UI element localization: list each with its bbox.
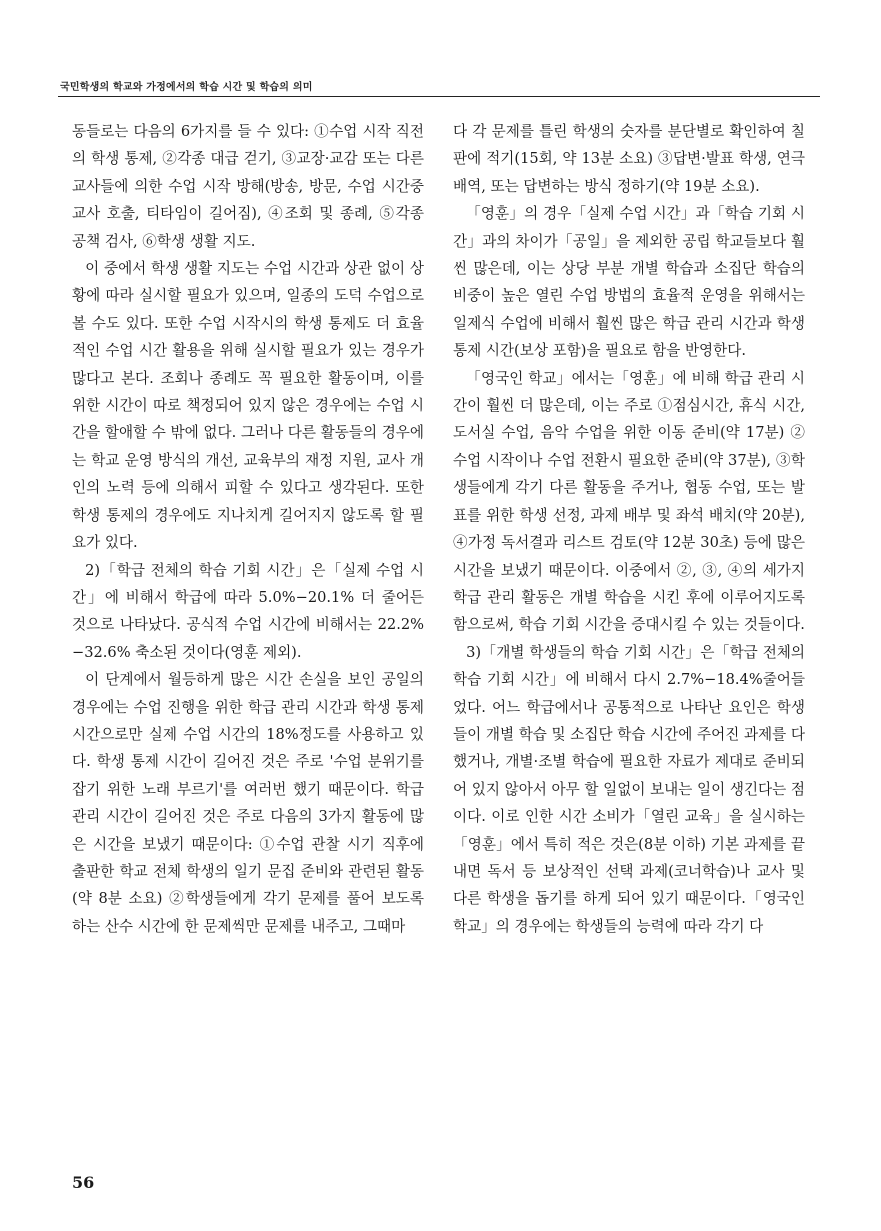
paragraph: 동들로는 다음의 6가지를 들 수 있다: ①수업 시작 직전의 학생 통제, ②각종 대급 걷기, ③교장·교감 또는 다른 교사들에 의한 수업 시작 방해(방송, 방문, 수업 시간중 교사 호출, 티타임이 길어짐), ④조회 및 종례, ⑤각종 공책 검사, ⑥학생 생활 지도.: [72, 123, 424, 250]
left-column: [72, 118, 424, 940]
running-header: 국민학생의 학교와 가정에서의 학습 시간 및 학습의 의미: [60, 82, 313, 93]
paragraph: 이 단계에서 월등하게 많은 시간 손실을 보인 공일의 경우에는 수업 진행을 위한 학급 관리 시간과 학생 통제 시간으로만 실제 수업 시간의 18%정도를 사용하고 있다. 학생 통제 시간이 길어진 것은 주로 '수업 분위기를 잡기 위한 노래 부르기'를 여러번 했기 때문이다. 학급 관리 시간이 길어진 것은 주로 다음의 3가지 활동에 많은 시간을 보냈기 때문이다: ①수업 관찰 시기 직후에 출판한 학교 전체 학생의 일기 문집 준비와 관련된 활동(약 8분 소요) ②학생들에게 각기 문제를 풀어 보도록 하는 산수 시간에 한 문제씩만 문제를 내주고, 그때마: [72, 671, 424, 935]
paragraph: 「영국인 학교」에서는「영훈」에 비해 학급 관리 시간이 훨씬 더 많은데, 이는 주로 ①점심시간, 휴식 시간, 도서실 수업, 음악 수업을 위한 이동 준비(약 17분) ②수업 시작이나 수업 전환시 필요한 준비(약 37분), ③학생들에게 각기 다른 활동을 주거나, 협동 수업, 또는 발표를 위한 학생 선정, 과제 배부 및 좌석 배치(약 20분), ④가정 독서결과 리스트 검토(약 12분 30초) 등에 많은 시간을 보냈기 때문이다. 이중에서 ②, ③, ④의 세가지 학급 관리 활동은 개별 학습을 시킨 후에 이루어지도록 함으로써, 학습 기회 시간을 증대시킬 수 있는 것들이다.: [453, 369, 805, 634]
paragraph: 이 중에서 학생 생활 지도는 수업 시간과 상관 없이 상황에 따라 실시할 필요가 있으며, 일종의 도덕 수업으로 볼 수도 있다. 또한 수업 시작시의 학생 통제도 더 효율적인 수업 시간 활용을 위해 실시할 필요가 있는 경우가 많다고 본다. 조회나 종례도 꼭 필요한 활동이며, 이를 위한 시간이 따로 책정되어 있지 않은 경우에는 수업 시간을 할애할 수 밖에 없다. 그러나 다른 활동들의 경우에는 학교 운영 방식의 개선, 교육부의 재정 지원, 교사 개인의 노력 등에 의해서 피할 수 있다고 생각된다. 또한 학생 통제의 경우에도 지나치게 길어지지 않도록 할 필요가 있다.: [72, 260, 424, 552]
paragraph: 「영훈」의 경우「실제 수업 시간」과「학습 기회 시간」과의 차이가「공일」을 제외한 공립 학교들보다 훨씬 많은데, 이는 상당 부분 개별 학습과 소집단 학습의 비중이 높은 열린 수업 방법의 효율적 운영을 위해서는 일제식 수업에 비해서 훨씬 많은 학급 관리 시간과 학생 통제 시간(보상 포함)을 필요로 함을 반영한다.: [453, 205, 805, 360]
paragraph: 다 각 문제를 틀린 학생의 숫자를 분단별로 확인하여 칠판에 적기(15회, 약 13분 소요) ③답변·발표 학생, 연극 배역, 또는 답변하는 방식 정하기(약 19분 소요).: [453, 123, 805, 195]
paragraph: 2)「학급 전체의 학습 기회 시간」은「실제 수업 시간」에 비해서 학급에 따라 5.0%−20.1% 더 줄어든 것으로 나타났다. 공식적 수업 시간에 비해서는 22.2%−32.6% 축소된 것이다(영훈 제외).: [72, 561, 424, 661]
header-rule: [58, 96, 820, 97]
page-number: 56: [72, 1173, 95, 1192]
right-column: [453, 118, 805, 940]
paragraph: 3)「개별 학생들의 학습 기회 시간」은「학급 전체의 학습 기회 시간」에 비해서 다시 2.7%−18.4%줄어들었다. 어느 학급에서나 공통적으로 나타난 요인은 학생들이 개별 학습 및 소집단 학습 시간에 주어진 과제를 다 했거나, 개별·조별 학습에 필요한 자료가 제대로 준비되어 있지 않아서 아무 할 일없이 보내는 일이 생긴다는 점이다. 이로 인한 시간 소비가「열린 교육」을 실시하는「영훈」에서 특히 적은 것은(8분 이하) 기본 과제를 끝내면 독서 등 보상적인 선택 과제(코너학습)나 교사 및 다른 학생을 돕기를 하게 되어 있기 때문이다.「영국인 학교」의 경우에는 학생들의 능력에 따라 각기 다: [453, 643, 805, 935]
